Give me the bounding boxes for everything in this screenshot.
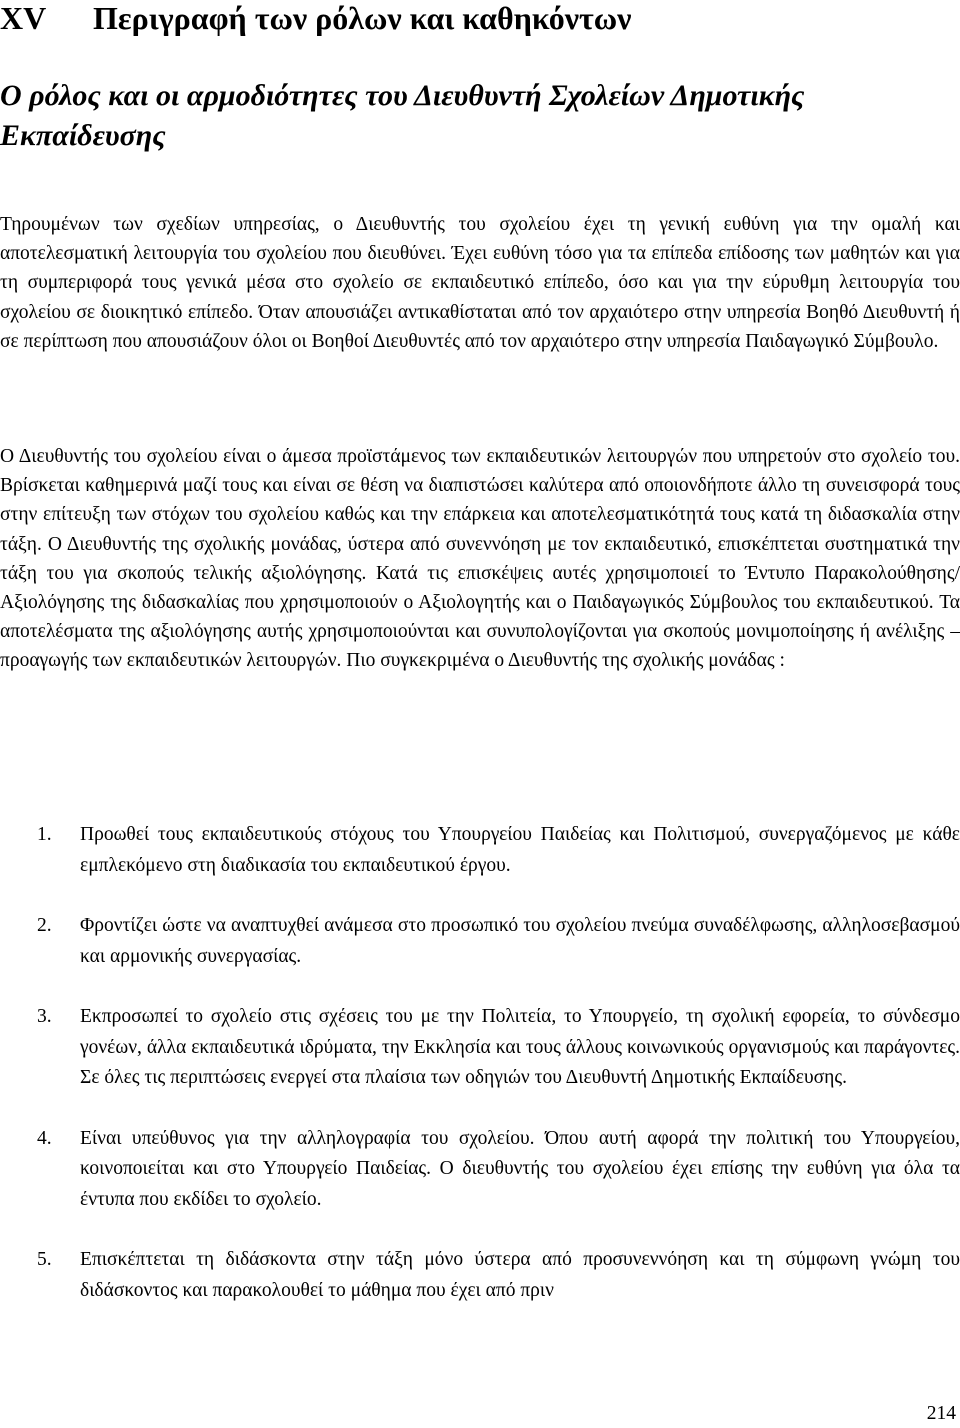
- list-item-number: 1.: [37, 824, 52, 845]
- chapter-number: XV: [0, 0, 47, 36]
- list-item: [0, 1245, 960, 1306]
- list-item: [0, 820, 960, 881]
- chapter-title: Περιγραφή των ρόλων και καθηκόντων: [93, 0, 632, 36]
- list-item-number: 2.: [37, 915, 52, 936]
- chapter-heading: [0, 0, 631, 36]
- list-item: [0, 911, 960, 972]
- duties-list: [0, 820, 960, 1336]
- paragraph-duties: Ο Διευθυντής του σχολείου είναι ο άμεσα προϊστάμενος των εκπαιδευτικών λειτουργών που υπηρετούν στο σχολείο του. Βρίσκεται καθημερινά μαζί τους και είναι σε θέση να διαπιστώσει καλύτερα από οποιονδήποτε άλλο τη συνεισφορά τους στην επίτευξη των στόχων του σχολείου καθώς και την επάρκεια και αποτελεσματικότητά τους κατά τη διδασκαλία στην τάξη. Ο Διευθυντής της σχολικής μονάδας, ύστερα από συνεννόηση με τον εκπαιδευτικό, επισκέπτεται συστηματικά την τάξη του για σκοπούς τελικής αξιολόγησης. Κατά τις επισκέψεις αυτές χρησιμοποιεί το Έντυπο Παρακολούθησης/ Αξιολόγησης της διδασκαλίας που χρησιμοποιούν ο Αξιολογητής και ο Παιδαγωγικός Σύμβουλος του εκπαιδευτικού. Τα αποτελέσματα της αξιολόγησης αυτής χρησιμοποιούνται και συνυπολογίζονται για σκοπούς μονιμοποίησης ή ανέλιξης – προαγωγής των εκπαιδευτικών λειτουργών. Πιο συγκεκριμένα ο Διευθυντής της σχολικής μονάδας :: [0, 446, 960, 672]
- list-item-text: Φροντίζει ώστε να αναπτυχθεί ανάμεσα στο προσωπικό του σχολείου πνεύμα συναδέλφωσης, αλληλοσεβασμού και αρμονικής συνεργασίας.: [80, 915, 960, 967]
- list-item-number: 5.: [37, 1249, 52, 1270]
- list-item: [0, 1002, 960, 1094]
- list-item-text: Εκπροσωπεί το σχολείο στις σχέσεις του με την Πολιτεία, το Υπουργείο, τη σχολική εφορεία, το σύνδεσμο γονέων, άλλα εκπαιδευτικά ιδρύματα, την Εκκλησία και τους άλλους κοινωνικούς οργανισμούς και παράγοντες. Σε όλες τις περιπτώσεις ενεργεί στα πλαίσια των οδηγιών του Διευθυντή Δημοτικής Εκπαίδευσης.: [80, 1006, 960, 1088]
- paragraph-intro: Τηρουμένων των σχεδίων υπηρεσίας, ο Διευθυντής του σχολείου έχει τη γενική ευθύνη για την ομαλή και αποτελεσματική λειτουργία του σχολείου που διευθύνει. Έχει ευθύνη τόσο για τα επίπεδα επίδοσης των μαθητών και για τη συμπεριφορά τους γενικά μέσα στο σχολείο σε εκπαιδευτικό επίπεδο, όσο και για την εύρυθμη λειτουργία του σχολείου σε διοικητικό επίπεδο. Όταν απουσιάζει αντικαθίσταται από τον αρχαιότερο στην υπηρεσία Βοηθό Διευθυντή ή σε περίπτωση που απουσιάζουν όλοι οι Βοηθοί Διευθυντές από τον αρχαιότερο στην υπηρεσία Παιδαγωγικό Σύμβουλο.: [0, 214, 960, 352]
- list-item-number: 4.: [37, 1127, 52, 1149]
- list-item-text: Είναι υπεύθυνος για την αλληλογραφία του σχολείου. Όπου αυτή αφορά την πολιτική του Υπουργείου, κοινοποιείται και στο Υπουργείο Παιδείας. Ο διευθυντής του σχολείου έχει επίσης την ευθύνη για όλα τα έντυπα που εκδίδει το σχολείο.: [80, 1127, 960, 1210]
- list-item-number: 3.: [37, 1006, 52, 1027]
- page-number: 214: [926, 1403, 956, 1424]
- section-title: Ο ρόλος και οι αρμοδιότητες του Διευθυντή Σχολείων Δημοτικής Εκπαίδευσης: [0, 79, 805, 152]
- list-item: [0, 1124, 960, 1216]
- list-item-text: Επισκέπτεται τη διδάσκοντα στην τάξη μόνο ύστερα από προσυνεννόηση και τη σύμφωνη γνώμη του διδάσκοντος και παρακολουθεί το μάθημα που έχει από πριν: [80, 1249, 960, 1301]
- list-item-text: Προωθεί τους εκπαιδευτικούς στόχους του Υπουργείου Παιδείας και Πολιτισμού, συνεργαζόμενος με κάθε εμπλεκόμενο στη διαδικασία του εκπαιδευτικού έργου.: [80, 824, 960, 876]
